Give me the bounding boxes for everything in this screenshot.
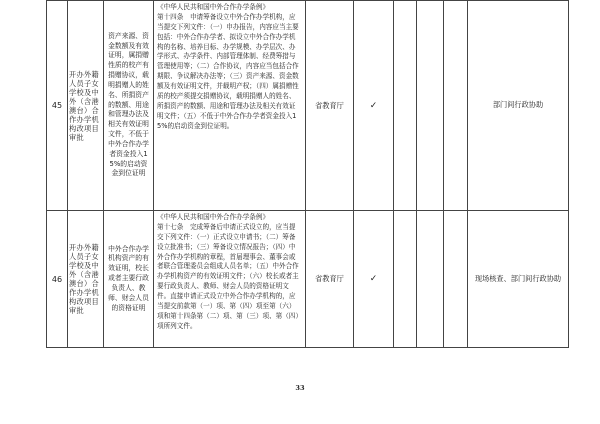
empty-cell	[444, 1, 468, 211]
empty-cell	[417, 1, 444, 211]
empty-cell	[444, 211, 468, 348]
item-name: 开办外籍人员子女学校及中外（含港澳台）合作办学机构改项目审批	[68, 1, 104, 211]
required-materials: 资产来源、资金数额及有效证明，属捐赠性质的校产有捐赠协议，载明捐赠人的姓名、所捐资产的数额、用途和管理办法及相关有效证明文件，不低于中外合作办学者资金投入15%的启动资金到位证明	[104, 1, 154, 211]
legal-basis-title: 《中华人民共和国中外合作办学条例》	[157, 213, 270, 221]
required-materials: 中外合作办学机构资产的有效证明，校长或者主要行政负责人、教师、财会人员的资格证明	[104, 211, 154, 348]
legal-basis-text: 第十四条 申请筹备设立中外合作办学机构，应当提交下列文件：（一）申办报告，内容应当主要包括：中外合作办学者、拟设立中外合作办学机构的名称、培养目标、办学规模、办学层次、办学形式、办学条件、内部管理体制、经费筹措与管理使用等；（二）合作协议，内容应当包括合作期限、争议解决办法等；（三）资产来源、资金数额及有效证明文件，并载明产权；（四）属捐赠性质的校产须提交捐赠协议，载明捐赠人的姓名、所捐资产的数额、用途和管理办法及相关有效证明文件；（五）不低于中外合作办学者资金投入15%的启动资金到位证明。	[157, 12, 299, 130]
empty-cell	[394, 1, 417, 211]
table-row	[47, 211, 569, 348]
approval-items-table	[46, 0, 569, 348]
page-number: 33	[295, 384, 305, 392]
department: 省教育厅	[306, 1, 354, 211]
check-mark-icon: ✓	[354, 211, 394, 348]
item-name: 开办外籍人员子女学校及中外（含港澳台）合作办学机构改项目审批	[68, 211, 104, 348]
legal-basis	[154, 211, 306, 348]
handling-method: 部门间行政协助	[468, 1, 569, 211]
department: 省教育厅	[306, 211, 354, 348]
row-number: 46	[47, 211, 68, 348]
check-mark-icon: ✓	[354, 1, 394, 211]
empty-cell	[417, 211, 444, 348]
empty-cell	[394, 211, 417, 348]
legal-basis-title: 《中华人民共和国中外合作办学条例》	[157, 3, 270, 11]
table-row	[47, 1, 569, 211]
row-number: 45	[47, 1, 68, 211]
legal-basis-text: 第十七条 完成筹备后申请正式设立的，应当提交下列文件：（一）正式设立申请书；（二）筹备设立批准书；（三）筹备设立情况报告；（四）中外合作办学机构的章程，首届理事会、董事会或者联合管理委员会组成人员名单；（五）中外合作办学机构资产的有效证明文件；（六）校长或者主要行政负责人、教师、财会人员的资格证明文件。直接申请正式设立中外合作办学机构的，应当提交前款第（一）项、第（四）项至第（六）项和第十四条第（二）项、第（三）项、第（四）项所列文件。	[157, 222, 299, 330]
legal-basis	[154, 1, 306, 211]
handling-method: 现场核查、部门间行政协助	[468, 211, 569, 348]
